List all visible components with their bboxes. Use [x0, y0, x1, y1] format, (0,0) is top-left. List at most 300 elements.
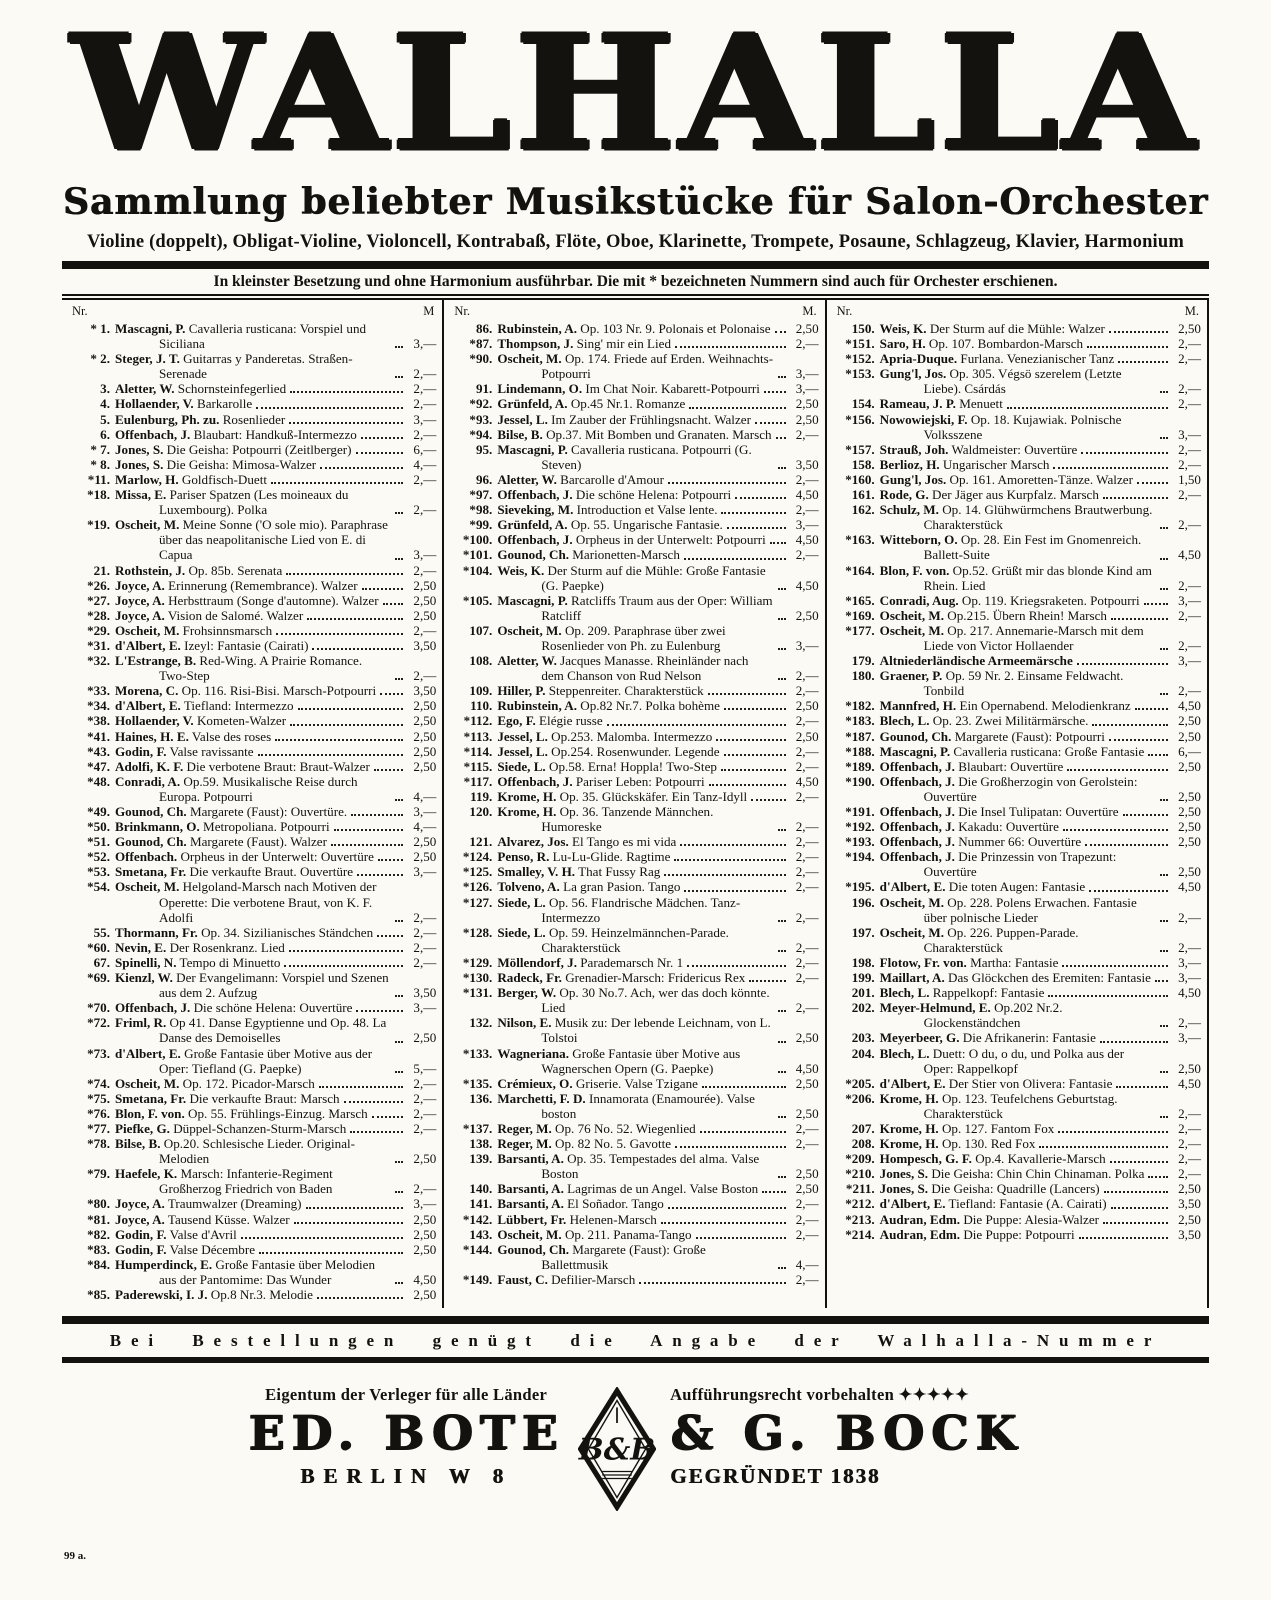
catalog-entry	[68, 457, 436, 472]
entry-author: Joyce, A.	[115, 607, 165, 623]
entry-price: 2,—	[413, 668, 437, 684]
dot-leader	[356, 452, 404, 454]
entry-price: 2,50	[413, 849, 437, 865]
catalog-entry	[68, 1015, 436, 1045]
entry-author: Conradi, Aug.	[879, 592, 959, 608]
entry-text: Nowowiejski, F. Op. 18. Kujawiak. Polnische Volksszene	[879, 411, 1122, 442]
entry-author: Joyce, A.	[115, 592, 165, 608]
dot-leader	[755, 422, 786, 424]
entry-text: Apria-Duque. Furlana. Venezianischer Tanz	[879, 351, 1115, 367]
entry-number: 107.	[469, 622, 493, 638]
entry-number: *82.	[87, 1226, 110, 1242]
catalog-entry	[450, 683, 818, 698]
entry-price: 3,—	[1178, 954, 1201, 970]
dot-leader	[1144, 603, 1168, 605]
entry-text: Meyerbeer, G. Die Afrikanerin: Fantasie	[879, 1030, 1096, 1046]
entry-text: Thormann, Fr. Op. 34. Sizilianisches Ständchen	[115, 924, 374, 940]
entry-text: Krome, H. Op. 36. Tanzende Männchen. Humoreske	[497, 804, 714, 835]
dot-leader	[1063, 829, 1168, 831]
entry-text: Joyce, A. Herbsttraum (Songe d'automne). Walzer	[115, 592, 379, 608]
entry-number: *69.	[87, 970, 110, 986]
dot-leader	[271, 482, 403, 484]
dot-leader	[1058, 1131, 1168, 1133]
dot-leader	[668, 482, 786, 484]
entry-number: 21.	[93, 562, 110, 578]
entry-price: 2,50	[795, 1075, 819, 1091]
entry-number: *75.	[87, 1090, 110, 1106]
catalog-entry	[450, 1181, 818, 1196]
entry-text: L'Estrange, B. Red-Wing. A Prairie Romance. Two-Step	[115, 653, 363, 684]
catalog-entry	[450, 502, 818, 517]
thin-rule	[62, 294, 1209, 296]
entry-number: *114.	[463, 743, 493, 759]
entry-number: *212.	[845, 1196, 875, 1212]
entry-price: 2,50	[413, 592, 437, 608]
catalog-entry	[68, 683, 436, 698]
entry-number: *151.	[845, 336, 875, 352]
entry-author: Bilse, B.	[115, 1136, 161, 1152]
entry-author: Grünfeld, A.	[497, 517, 568, 533]
entry-price: 2,50	[413, 728, 437, 744]
entry-price: 3,—	[413, 1000, 437, 1016]
entry-text: Bilse, B. Op.20. Schlesische Lieder. Original-Melodien	[115, 1136, 356, 1167]
dot-leader	[1160, 558, 1168, 560]
catalog-entry	[68, 608, 436, 623]
entry-author: Thompson, J.	[497, 336, 574, 352]
column-header	[450, 303, 818, 321]
publisher-imprint	[62, 1385, 1209, 1516]
entry-price: 2,—	[1178, 577, 1201, 593]
entry-price: 2,—	[413, 1120, 437, 1136]
entry-price: 3,—	[1178, 592, 1201, 608]
entry-text: Grünfeld, A. Op.45 Nr.1. Romanze	[497, 396, 686, 412]
entry-text: Blech, L. Duett: O du, o du, und Polka aus der Oper: Rappelkopf	[879, 1045, 1125, 1076]
dot-leader	[395, 376, 403, 378]
entry-price: 2,—	[795, 471, 819, 487]
entry-author: Jessel, L.	[497, 411, 548, 427]
catalog-entry	[450, 532, 818, 547]
entry-price: 2,—	[413, 1090, 437, 1106]
dot-leader	[319, 1086, 404, 1088]
dot-leader	[778, 618, 786, 620]
entry-author: Offenbach, J.	[115, 1000, 191, 1016]
catalog-entry	[450, 804, 818, 834]
entry-number: *129.	[462, 954, 493, 970]
dot-leader	[1111, 618, 1168, 620]
entry-author: Missa, E.	[115, 487, 167, 503]
entry-text: Offenbach, J. Die Insel Tulipatan: Ouvertüre	[879, 804, 1119, 819]
catalog-entry	[68, 472, 436, 487]
entry-text: Bilse, B. Op.37. Mit Bomben und Granaten. Marsch	[497, 426, 772, 442]
entry-text: Smetana, Fr. Die verkaufte Braut. Ouvertüre	[115, 864, 354, 880]
entry-number: *77.	[87, 1120, 110, 1136]
entry-author: Krome, H.	[497, 804, 557, 819]
entry-author: Ego, F.	[497, 713, 536, 729]
entry-text: Blech, L. Rappelkopf: Fantasie	[879, 985, 1045, 1001]
entry-author: Rubinstein, A.	[497, 698, 578, 714]
catalog-entry	[68, 925, 436, 940]
entry-text: Eulenburg, Ph. zu. Rosenlieder	[115, 411, 286, 427]
entry-price: 2,—	[413, 396, 437, 412]
catalog-entry	[68, 321, 436, 351]
entry-text: Marlow, H. Goldfisch-Duett	[115, 471, 268, 487]
entry-text: Flotow, Fr. von. Martha: Fantasie	[879, 954, 1059, 970]
entry-price: 2,50	[413, 607, 437, 623]
entry-text: Tolveno, A. La gran Pasion. Tango	[497, 879, 681, 895]
entry-author: Berger, W.	[497, 985, 557, 1001]
dot-leader	[1160, 648, 1168, 650]
entry-author: Humperdinck, E.	[115, 1256, 213, 1272]
dot-leader	[395, 346, 403, 348]
entry-author: Saro, H.	[879, 336, 926, 352]
publisher-city: BERLIN W 8	[300, 1464, 512, 1489]
heavy-rule-top	[62, 261, 1209, 269]
entry-number: *213.	[845, 1211, 875, 1227]
entry-author: Mascagni, P.	[497, 592, 568, 608]
entry-price: 3,50	[413, 985, 437, 1001]
catalog-entry	[68, 351, 436, 381]
dot-leader	[395, 512, 403, 514]
entry-number: *26.	[87, 577, 110, 593]
catalog-entry	[450, 1091, 818, 1121]
dot-leader	[776, 437, 786, 439]
dot-leader	[395, 1191, 403, 1193]
catalog-entry	[68, 759, 436, 774]
entry-number: *177.	[845, 622, 875, 638]
entry-number: * 1.	[90, 321, 110, 336]
catalog-entry	[450, 1136, 818, 1151]
entry-text: Godin, F. Valse Décembre	[115, 1241, 256, 1257]
catalog-entry	[833, 1136, 1201, 1151]
entry-price: 3,50	[413, 683, 437, 699]
dot-leader	[775, 331, 786, 333]
dot-leader	[778, 1041, 786, 1043]
entry-number: *85.	[87, 1287, 110, 1302]
entry-text: Lindemann, O. Im Chat Noir. Kabarett-Potpourri	[497, 381, 760, 397]
dot-leader	[1062, 965, 1168, 967]
dot-leader	[1087, 346, 1168, 348]
entry-text: Blech, L. Op. 23. Zwei Militärmärsche.	[879, 713, 1089, 729]
entry-author: Oscheit, M.	[497, 351, 562, 367]
entry-price: 2,—	[795, 758, 819, 774]
catalog-entry	[68, 698, 436, 713]
entry-number: *29.	[87, 622, 110, 638]
entry-author: Rode, G.	[879, 487, 929, 503]
price-header: M.	[1184, 304, 1199, 318]
entry-number: 143.	[469, 1226, 493, 1242]
dot-leader	[1079, 1237, 1168, 1239]
entry-list	[450, 321, 818, 1287]
entry-author: Aletter, W.	[497, 653, 557, 669]
catalog-entry	[833, 849, 1201, 879]
heavy-rule-strap-bottom	[62, 1357, 1209, 1363]
entry-list	[833, 321, 1201, 1242]
entry-text: Meyer-Helmund, E. Op.202 Nr.2. Glockenständchen	[879, 1000, 1063, 1031]
entry-number: *48.	[87, 773, 110, 789]
entry-price: 4,—	[413, 456, 437, 472]
entry-author: Hompesch, G. F.	[879, 1151, 972, 1167]
dot-leader	[289, 422, 403, 424]
entry-author: L'Estrange, B.	[115, 653, 197, 669]
entry-number: *193.	[845, 834, 875, 850]
entry-price: 2,50	[795, 607, 819, 623]
entry-price: 2,—	[413, 562, 437, 578]
dot-leader	[684, 558, 786, 560]
entry-number: 161.	[851, 487, 875, 503]
entry-text: Joyce, A. Erinnerung (Remembrance). Walzer	[115, 577, 358, 593]
entry-price: 2,50	[795, 1105, 819, 1121]
entry-price: 2,—	[1178, 683, 1201, 699]
entry-price: 3,—	[1178, 653, 1201, 669]
dot-leader	[1103, 497, 1168, 499]
entry-text: Gounod, Ch. Margarete (Faust). Walzer	[115, 834, 327, 850]
catalog-entry	[450, 879, 818, 894]
entry-author: Alvarez, Jos.	[497, 834, 569, 850]
dot-leader	[290, 724, 403, 726]
catalog-entry	[450, 1076, 818, 1091]
entry-number: *194.	[845, 849, 875, 865]
entry-author: Morena, C.	[115, 683, 179, 699]
entry-number: *60.	[87, 939, 110, 955]
dot-leader	[724, 708, 786, 710]
notice-line: In kleinster Besetzung und ohne Harmonium ausführbar. Die mit * bezeichneten Nummern sind auch für Orchester erschienen.	[213, 273, 1058, 290]
dot-leader	[395, 558, 403, 560]
entry-price: 2,—	[795, 1226, 819, 1242]
entry-number: *189.	[845, 758, 875, 774]
catalog-entry	[450, 955, 818, 970]
rights-right: Aufführungsrecht vorbehalten ✦✦✦✦✦	[670, 1385, 970, 1405]
entry-author: Meyerbeer, G.	[879, 1030, 960, 1046]
entry-text: Morena, C. Op. 116. Risi-Bisi. Marsch-Potpourri	[115, 683, 377, 699]
dot-leader	[356, 1010, 403, 1012]
catalog-entry	[450, 593, 818, 623]
entry-author: Offenbach, J.	[497, 487, 573, 503]
dot-leader	[1007, 407, 1168, 409]
entry-price: 2,50	[413, 1211, 437, 1227]
entry-price: 2,—	[413, 939, 437, 955]
entry-author: Smetana, Fr.	[115, 864, 187, 880]
dot-leader	[778, 950, 786, 952]
entry-price: 2,—	[795, 849, 819, 865]
catalog-entry	[833, 412, 1201, 442]
entry-text: Barsanti, A. Lagrimas de un Angel. Valse Boston	[497, 1181, 759, 1197]
entry-text: Grünfeld, A. Op. 55. Ungarische Fantasie.	[497, 517, 723, 533]
catalog-entry	[833, 396, 1201, 411]
entry-text: Gounod, Ch. Margarete (Faust): Potpourri	[879, 728, 1105, 744]
entry-number: *195.	[845, 879, 875, 895]
entry-text: Oscheit, M. Op. 228. Polens Erwachen. Fantasie über polnische Lieder	[879, 894, 1137, 925]
entry-text: Conradi, A. Op.59. Musikalische Reise durch Europa. Potpourri	[115, 773, 358, 804]
entry-price: 2,—	[413, 924, 437, 940]
entry-price: 2,—	[413, 366, 437, 382]
dot-leader	[1160, 1071, 1168, 1073]
catalog-entry	[450, 849, 818, 864]
entry-price: 2,—	[795, 713, 819, 729]
entry-text: Mannfred, H. Ein Opernabend. Melodienkranz	[879, 698, 1131, 714]
entry-price: 2,50	[1178, 864, 1201, 880]
entry-price: 2,—	[795, 939, 819, 955]
dot-leader	[361, 437, 404, 439]
dot-leader	[383, 603, 404, 605]
entry-number: *53.	[87, 864, 110, 880]
entry-author: Jones, S.	[115, 456, 164, 472]
dot-leader	[395, 678, 403, 680]
entry-author: Penso, R.	[497, 849, 550, 865]
entry-text: Offenbach, J. Die schöne Helena: Ouvertüre	[115, 1000, 353, 1016]
entry-text: Marchetti, F. D. Innamorata (Enamourée). Valse boston	[497, 1090, 755, 1121]
entry-number: 120.	[469, 804, 493, 819]
dot-leader	[709, 784, 786, 786]
entry-text: Audran, Edm. Die Puppe: Potpourri	[879, 1226, 1075, 1242]
entry-author: Marchetti, F. D.	[497, 1090, 586, 1106]
catalog-entry	[833, 925, 1201, 955]
entry-number: 4.	[100, 396, 110, 412]
catalog-entry	[833, 653, 1201, 668]
entry-price: 2,—	[795, 970, 819, 986]
entry-author: Offenbach.	[115, 849, 178, 865]
entry-number: *99.	[469, 517, 493, 533]
entry-text: Aletter, W. Schornsteinfegerlied	[115, 381, 287, 397]
entry-number: *70.	[87, 1000, 110, 1016]
entry-text: Krome, H. Op. 123. Teufelchens Geburtstag. Charakterstück	[879, 1090, 1118, 1121]
entry-author: Barsanti, A.	[497, 1196, 564, 1212]
catalog-entry	[450, 895, 818, 925]
entry-price: 6,—	[1178, 743, 1201, 759]
entry-price: 2,—	[795, 1136, 819, 1152]
entry-author: Weis, K.	[497, 562, 545, 578]
entry-number: *94.	[469, 426, 493, 442]
entry-author: Offenbach, J.	[879, 804, 955, 819]
entry-author: Joyce, A.	[115, 1196, 165, 1212]
catalog-entry	[450, 1272, 818, 1287]
entry-text: Krome, H. Op. 35. Glückskäfer. Ein Tanz-Idyll	[497, 788, 748, 804]
entry-author: Offenbach, J.	[879, 849, 955, 865]
entry-author: Bilse, B.	[497, 426, 543, 442]
entry-text: Radeck, Fr. Grenadier-Marsch: Fridericus Rex	[497, 970, 746, 986]
entry-number: *51.	[87, 834, 110, 850]
entry-text: Oscheit, M. Helgoland-Marsch nach Motiven der Operette: Die verbotene Braut, von K. F. Adolfi	[115, 879, 377, 925]
entry-price: 4,50	[795, 487, 819, 503]
entry-number: *32.	[87, 653, 110, 669]
catalog-entry	[68, 638, 436, 653]
entry-author: Brinkmann, O.	[115, 819, 200, 835]
entry-number: * 7.	[90, 441, 110, 457]
heavy-rule-strap-top	[62, 1316, 1209, 1324]
entry-author: Adolfi, K. F.	[115, 758, 184, 774]
entry-price: 3,50	[1178, 1226, 1201, 1242]
svg-text:B&B: B&B	[578, 1431, 656, 1467]
entry-author: Joyce, A.	[115, 577, 165, 593]
dot-leader	[374, 769, 404, 771]
entry-number: 95.	[475, 441, 493, 457]
dot-leader	[778, 588, 786, 590]
entry-price: 2,50	[413, 834, 437, 850]
entry-number: *72.	[87, 1015, 110, 1031]
entry-price: 2,—	[1178, 441, 1201, 457]
entry-author: Reger, M.	[497, 1136, 552, 1152]
entry-number: 202.	[851, 1000, 875, 1016]
entry-author: Krome, H.	[879, 1120, 939, 1136]
dot-leader	[778, 920, 786, 922]
entry-text: d'Albert, E. Izeyl: Fantasie (Cairati)	[115, 637, 309, 653]
entry-price: 2,—	[1178, 1136, 1201, 1152]
entry-author: Oscheit, M.	[497, 622, 562, 638]
dot-leader	[1160, 437, 1168, 439]
dot-leader	[687, 965, 786, 967]
catalog-entry	[833, 1030, 1201, 1045]
entry-number: *93.	[469, 411, 493, 427]
entry-author: Thormann, Fr.	[115, 924, 198, 940]
catalog-entry	[833, 442, 1201, 457]
entry-author: d'Albert, E.	[115, 1045, 181, 1061]
entry-price: 2,50	[1178, 819, 1201, 835]
entry-number: 132.	[469, 1015, 493, 1031]
dot-leader	[298, 708, 404, 710]
entry-text: Gounod, Ch. Margarete (Faust): Große Ballettmusik	[497, 1241, 706, 1272]
entry-number: *163.	[845, 532, 875, 548]
catalog-entry	[68, 563, 436, 578]
dot-leader	[395, 995, 403, 997]
entry-text: Joyce, A. Tausend Küsse. Walzer	[115, 1211, 290, 1227]
entry-author: Schulz, M.	[879, 502, 939, 518]
entry-author: Spinelli, N.	[115, 954, 177, 970]
entry-number: *133.	[462, 1045, 493, 1061]
dot-leader	[762, 1191, 785, 1193]
catalog-entry	[68, 593, 436, 608]
entry-author: Krome, H.	[497, 788, 557, 804]
entry-author: Offenbach, J.	[879, 773, 955, 789]
entry-price: 2,50	[413, 758, 437, 774]
dot-leader	[1160, 920, 1168, 922]
dot-leader	[735, 497, 785, 499]
entry-price: 2,50	[1178, 834, 1201, 850]
dot-leader	[727, 527, 786, 529]
dot-leader	[700, 1131, 786, 1133]
dot-leader	[778, 467, 786, 469]
catalog-entry	[450, 442, 818, 472]
entry-author: Mascagni, P.	[497, 441, 568, 457]
entry-number: *78.	[87, 1136, 110, 1152]
dot-leader	[1104, 1191, 1168, 1193]
dot-leader	[778, 376, 786, 378]
entry-text: Krome, H. Op. 127. Fantom Fox	[879, 1120, 1055, 1136]
entry-number: *127.	[462, 894, 493, 910]
dot-leader	[372, 1116, 404, 1118]
entry-price: 2,—	[1178, 381, 1201, 397]
entry-price: 3,—	[413, 864, 437, 880]
entry-author: Oscheit, M.	[115, 622, 180, 638]
entry-text: Reger, M. Op. 82 No. 5. Gavotte	[497, 1136, 672, 1152]
catalog-entry	[68, 1076, 436, 1091]
entry-text: Kienzl, W. Der Evangelimann: Vorspiel und Szenen aus dem 2. Aufzug	[115, 970, 389, 1001]
entry-author: Meyer-Helmund, E.	[879, 1000, 991, 1016]
entry-author: Siede, L.	[497, 758, 546, 774]
entry-text: Offenbach, J. Blaubart: Handkuß-Intermezzo	[115, 426, 357, 442]
entry-price: 2,—	[795, 834, 819, 850]
entry-author: Rameau, J. P.	[879, 396, 956, 412]
entry-number: *101.	[462, 547, 493, 563]
entry-price: 2,50	[795, 396, 819, 412]
dot-leader	[778, 829, 786, 831]
entry-number: *92.	[469, 396, 493, 412]
entry-price: 3,—	[795, 637, 819, 653]
entry-text: Piefke, G. Düppel-Schanzen-Sturm-Marsch	[115, 1120, 347, 1136]
catalog-entry	[68, 774, 436, 804]
catalog-entry	[68, 1227, 436, 1242]
catalog-entry	[833, 1000, 1201, 1030]
catalog-entry	[450, 1046, 818, 1076]
entry-price: 2,50	[413, 1151, 437, 1167]
